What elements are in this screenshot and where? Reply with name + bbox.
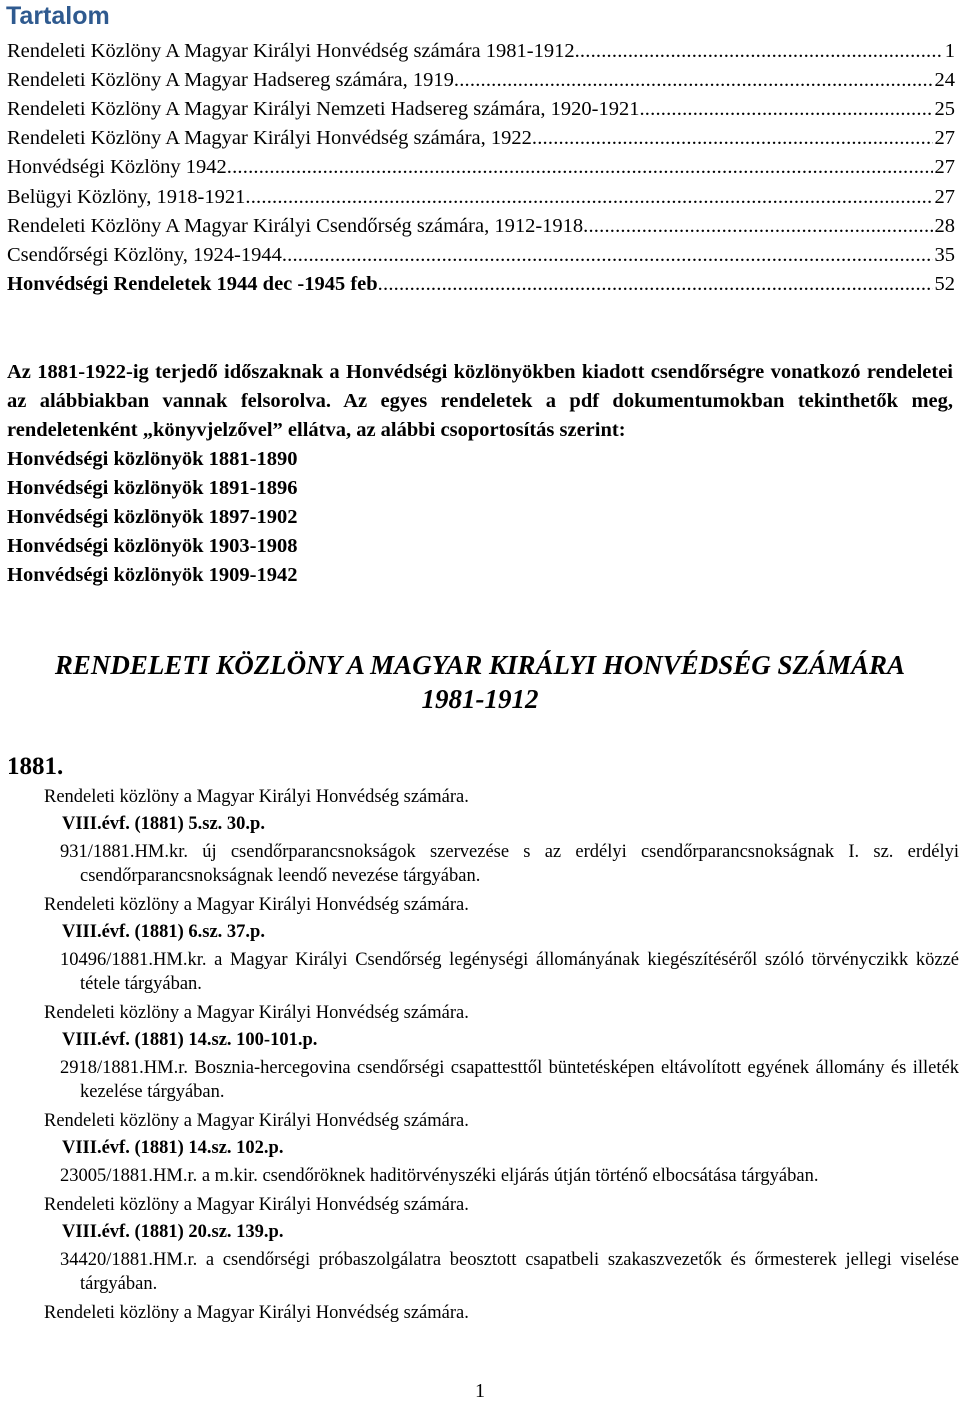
source-line: Rendeleti közlöny a Magyar Királyi Honvédség számára. bbox=[44, 895, 469, 915]
decree-entry bbox=[44, 892, 959, 996]
decree-entry bbox=[44, 1108, 959, 1188]
toc-entry-title: Rendeleti Közlöny A Magyar Királyi Honvédség számára, 1922 bbox=[7, 127, 532, 149]
decree-text: 931/1881.HM.kr. új csendőrparancsnokságok szervezése s az erdélyi csendőrparancsnokságnak I. sz. erdélyi csendőrparancsnokságnak leendő nevezése tárgyában. bbox=[60, 842, 959, 886]
issue-line: VIII.évf. (1881) 20.sz. 139.p. bbox=[62, 1222, 284, 1242]
source-line: Rendeleti közlöny a Magyar Királyi Honvédség számára. bbox=[44, 787, 469, 807]
toc-entry-title: Rendeleti Közlöny A Magyar Királyi Csendőrség számára, 1912-1918 bbox=[7, 215, 584, 237]
toc-entry-title: Rendeleti Közlöny A Magyar Királyi Nemzeti Hadsereg számára, 1920-1921 bbox=[7, 98, 640, 120]
year-heading: 1881. bbox=[7, 753, 64, 780]
group-item: Honvédségi közlönyök 1909-1942 bbox=[7, 564, 298, 586]
decree-text: 2918/1881.HM.r. Bosznia-hercegovina csendőrségi csapattesttől büntetésképen eltávolított egyének állomány és illeték kezelése tárgyában. bbox=[60, 1058, 959, 1102]
toc-entry-page: 27 bbox=[934, 156, 955, 178]
toc-leader-dots bbox=[454, 66, 933, 94]
toc-entry[interactable] bbox=[7, 270, 955, 298]
toc-leader-dots bbox=[227, 153, 933, 181]
issue-line: VIII.évf. (1881) 14.sz. 100-101.p. bbox=[62, 1030, 318, 1050]
toc-entry-page: 28 bbox=[934, 215, 955, 237]
toc-entry[interactable] bbox=[7, 241, 955, 269]
toc-leader-dots bbox=[532, 124, 933, 152]
toc-entry-page: 27 bbox=[934, 127, 955, 149]
decree-text: 34420/1881.HM.r. a csendőrségi próbaszolgálatra beosztott csapatbeli szakaszvezetők és őrmesterek jellegi viselése tárgyában. bbox=[60, 1250, 959, 1294]
toc-entry[interactable] bbox=[7, 66, 955, 94]
group-item: Honvédségi közlönyök 1897-1902 bbox=[7, 506, 298, 528]
decree-text: 10496/1881.HM.kr. a Magyar Királyi Csendőrség legénységi állományának kiegészítéséről szóló törvényczikk közzé tétele tárgyában. bbox=[60, 950, 959, 994]
decree-entry bbox=[44, 784, 959, 888]
toc-entry-page: 25 bbox=[934, 98, 955, 120]
toc-entry[interactable] bbox=[7, 37, 955, 65]
issue-line: VIII.évf. (1881) 14.sz. 102.p. bbox=[62, 1138, 284, 1158]
section-heading-line2: 1981-1912 bbox=[421, 684, 539, 714]
decree-entry bbox=[44, 1192, 959, 1296]
decree-entry bbox=[44, 1000, 959, 1104]
group-list bbox=[7, 445, 953, 590]
page-number: 1 bbox=[475, 1380, 485, 1402]
toc-entry-page: 52 bbox=[934, 273, 955, 295]
toc-entry[interactable] bbox=[7, 95, 955, 123]
toc-entry-title: Csendőrségi Közlöny, 1924-1944 bbox=[7, 244, 282, 266]
section-heading-line1: RENDELETI KÖZLÖNY A MAGYAR KIRÁLYI HONVÉDSÉG SZÁMÁRA bbox=[54, 650, 906, 680]
toc-entry-title: Honvédségi Rendeletek 1944 dec -1945 feb bbox=[7, 273, 378, 295]
issue-line: VIII.évf. (1881) 6.sz. 37.p. bbox=[62, 922, 265, 942]
group-item: Honvédségi közlönyök 1891-1896 bbox=[7, 477, 298, 499]
toc-heading: Tartalom bbox=[6, 2, 110, 30]
toc-leader-dots bbox=[245, 183, 932, 211]
toc-entry-page: 35 bbox=[934, 244, 955, 266]
toc-entry-title: Belügyi Közlöny, 1918-1921 bbox=[7, 186, 246, 208]
issue-line: VIII.évf. (1881) 5.sz. 30.p. bbox=[62, 814, 265, 834]
toc-entry[interactable] bbox=[7, 212, 955, 240]
intro-block bbox=[7, 358, 953, 590]
toc-entry-page: 27 bbox=[934, 186, 955, 208]
source-line: Rendeleti közlöny a Magyar Királyi Honvédség számára. bbox=[44, 1195, 469, 1215]
toc-entry-page: 1 bbox=[944, 40, 955, 62]
toc-entry[interactable] bbox=[7, 153, 955, 181]
source-line: Rendeleti közlöny a Magyar Királyi Honvédség számára. bbox=[44, 1303, 469, 1323]
toc-entry-page: 24 bbox=[934, 69, 955, 91]
toc-leader-dots bbox=[378, 270, 933, 298]
toc-entry[interactable] bbox=[7, 124, 955, 152]
section-heading bbox=[0, 648, 960, 716]
toc-leader-dots bbox=[282, 241, 933, 269]
source-line: Rendeleti közlöny a Magyar Királyi Honvédség számára. bbox=[44, 1003, 469, 1023]
group-item: Honvédségi közlönyök 1881-1890 bbox=[7, 448, 298, 470]
intro-paragraph: Az 1881-1922-ig terjedő időszaknak a Honvédségi közlönyökben kiadott csendőrségre vonatkozó rendeletei az alábbiakban vannak felsorolva. Az egyes rendeletek a pdf dokumentumokban tekinthetők meg, rendeletenként „könyvjelzővel” ellátva, az alábbi csoportosítás szerint: bbox=[7, 361, 953, 441]
toc-entry[interactable] bbox=[7, 183, 955, 211]
group-item: Honvédségi közlönyök 1903-1908 bbox=[7, 535, 298, 557]
decree-text: 23005/1881.HM.r. a m.kir. csendőröknek haditörvényszéki eljárás útján történő elbocsátása tárgyában. bbox=[60, 1166, 819, 1186]
toc-entry-title: Honvédségi Közlöny 1942 bbox=[7, 156, 227, 178]
toc-entry-title: Rendeleti Közlöny A Magyar Hadsereg számára, 1919 bbox=[7, 69, 454, 91]
toc-leader-dots bbox=[583, 212, 932, 240]
toc-leader-dots bbox=[639, 95, 932, 123]
toc-entry-title: Rendeleti Közlöny A Magyar Királyi Honvédség számára 1981-1912 bbox=[7, 40, 575, 62]
toc-leader-dots bbox=[575, 37, 943, 65]
source-line: Rendeleti közlöny a Magyar Királyi Honvédség számára. bbox=[44, 1111, 469, 1131]
decree-list bbox=[44, 784, 959, 1327]
